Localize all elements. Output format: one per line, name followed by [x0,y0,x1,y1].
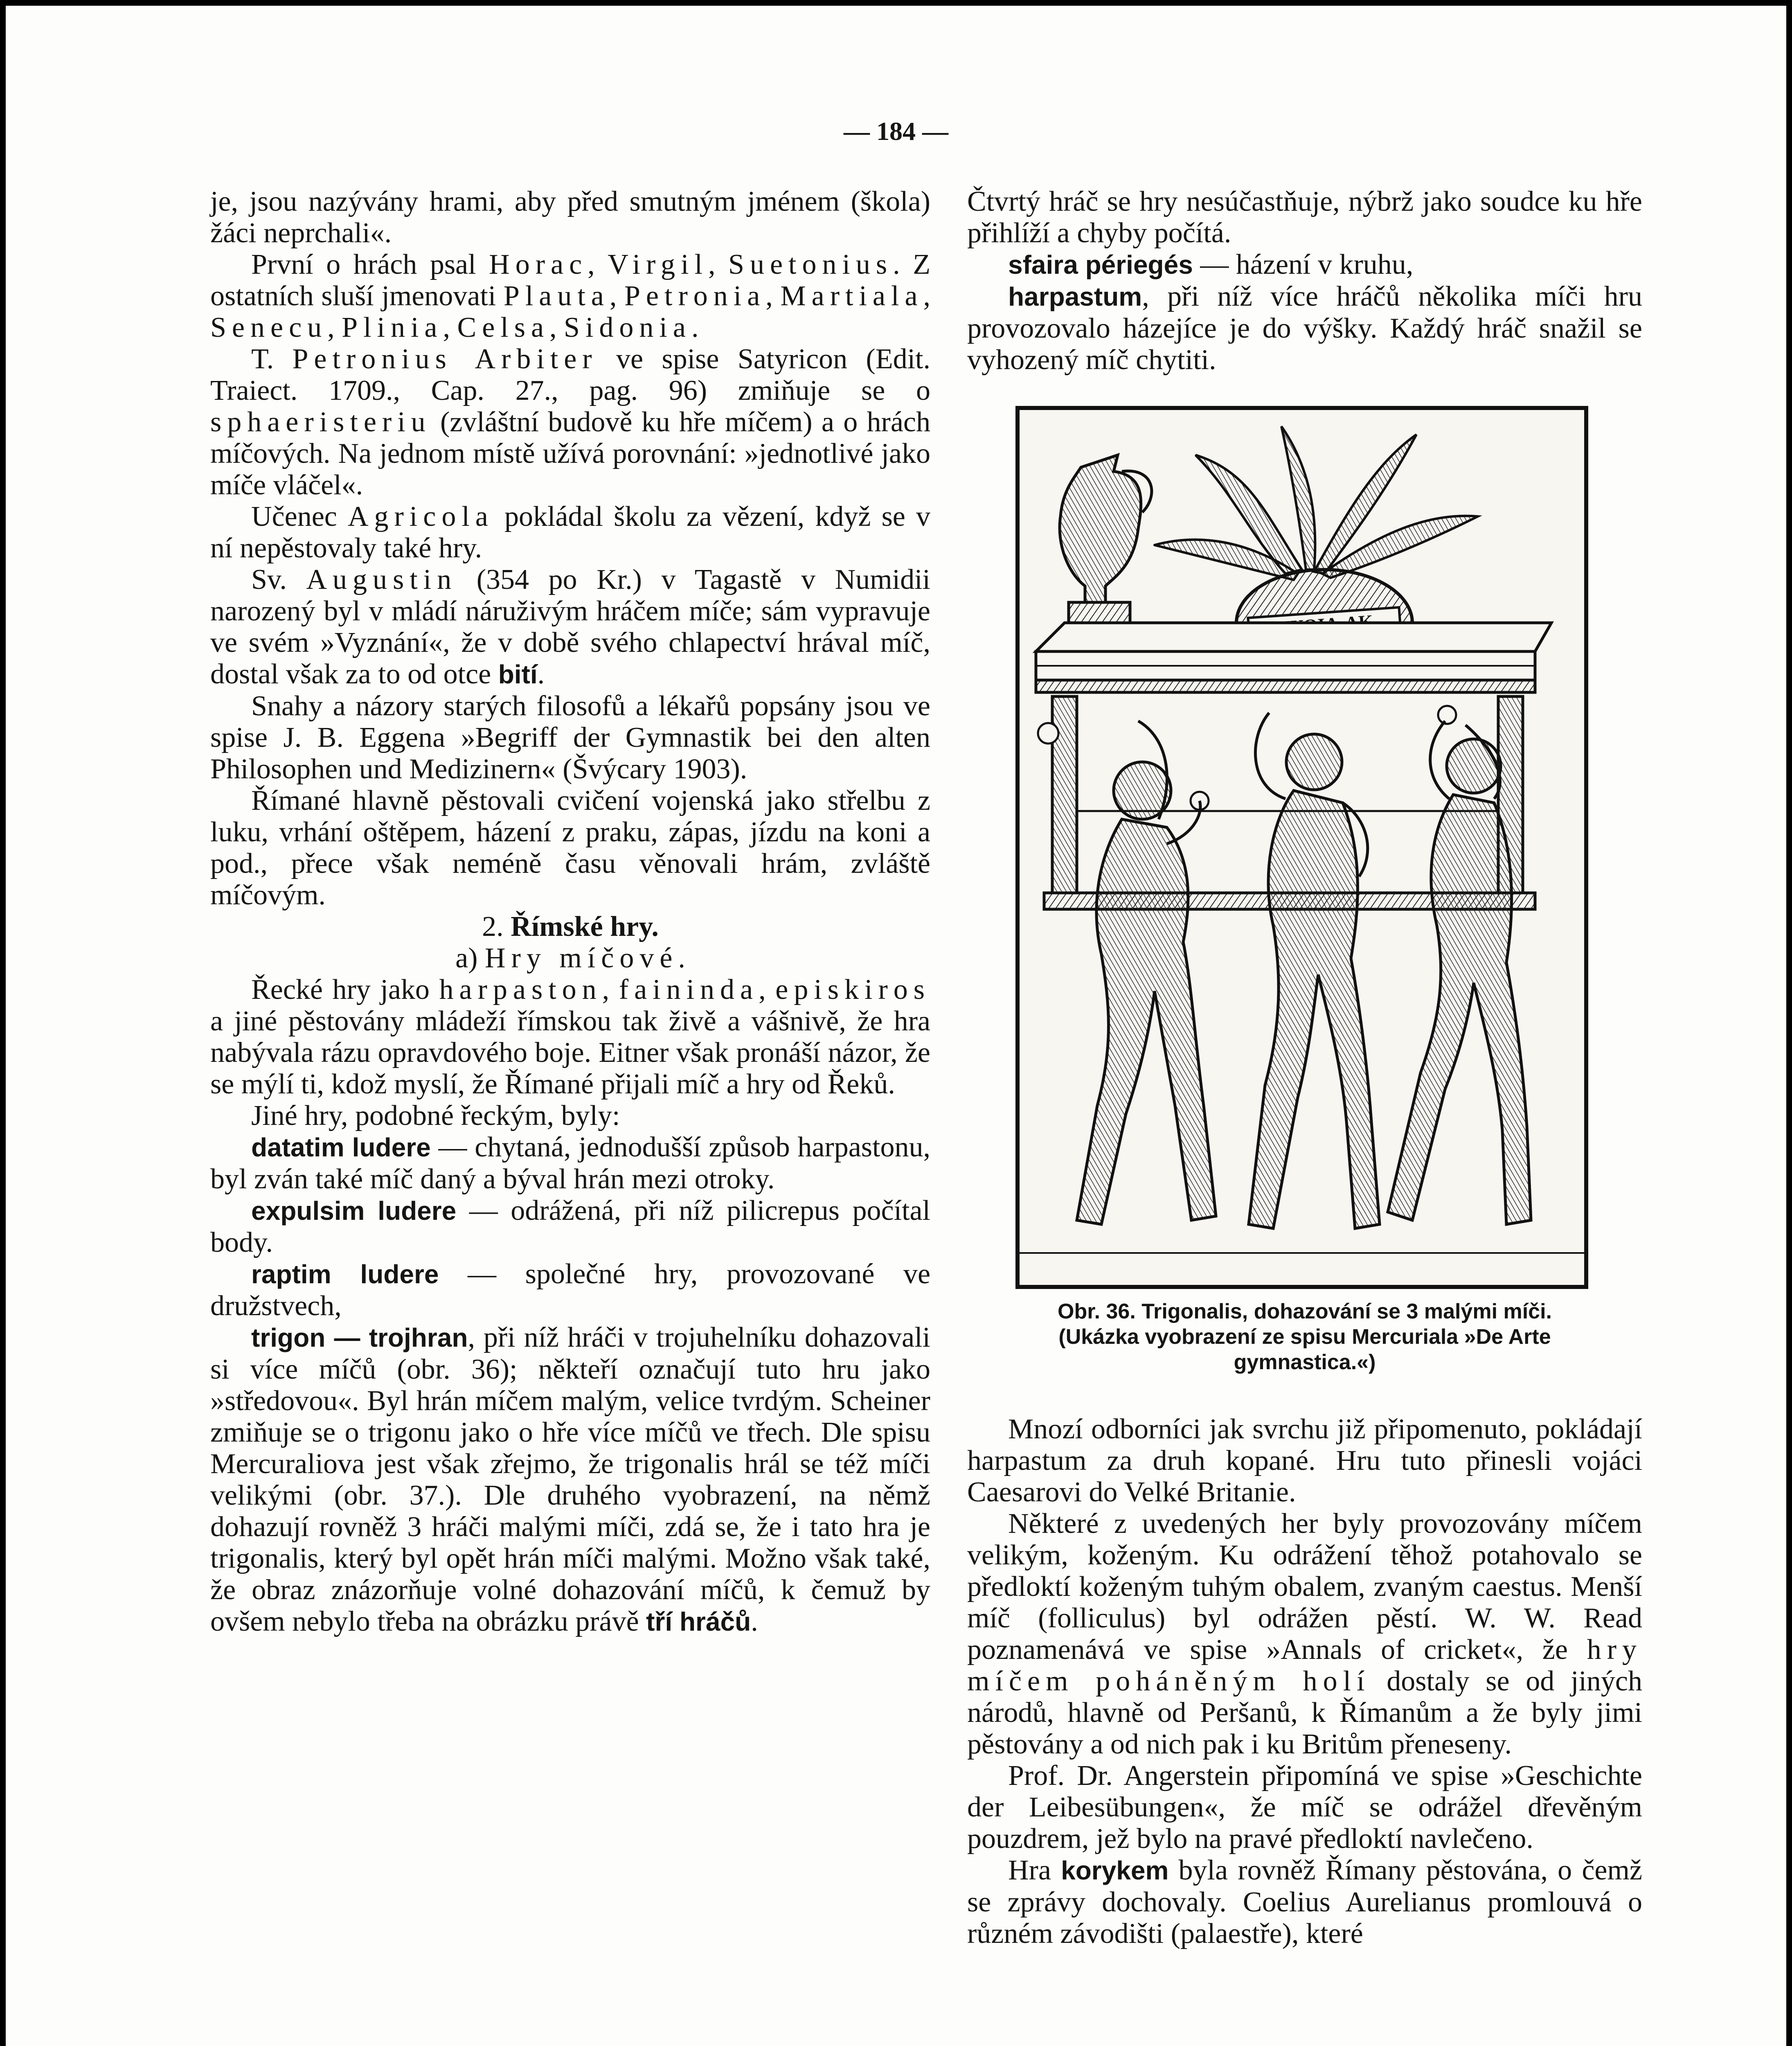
player-middle [1249,713,1380,1228]
paragraph: Učenec Agricola pokládal školu za vězení, když se v ní nepěstovaly také hry. [210,501,930,564]
paragraph: Mnozí odborníci jak svrchu již připomenuto, pokládají harpastum za druh kopané. Hru tuto přinesli vojáci Caesarovi do Velké Britanie. [967,1413,1642,1508]
spaced-name: Petronius Arbiter [292,343,598,375]
paragraph: je, jsou nazývány hrami, aby před smutným jménem (škola) žáci neprchali«. [210,186,930,249]
balls [1038,706,1456,810]
trigonalis-woodcut [1020,410,1584,1285]
spaced-name: Virgil [608,249,708,280]
ewer-vase [1060,455,1152,627]
section-heading: 2. Římské hry. [482,911,659,942]
paragraph: T. Petronius Arbiter ve spise Satyricon (Edit. Traiect. 1709., Cap. 27., pag. 96) zmiňuje se o sphaeristeriu (zvláštní budově ku hře míčem) a o hrách míčových. Na jednom místě užívá porovnání: »jednotlivé jako míče vláčel«. [210,343,930,501]
subsection-heading: a) Hry míčové. [455,942,685,974]
spaced-name: Martiala [780,280,923,312]
spaced-name: Sidonia [564,312,691,343]
definition-item: harpastum, při níž více hráčů několika míči hru provozovalo házejíce je do výšky. Každý hráč snažil se vyhozený míč chytiti. [967,281,1642,376]
palm-fronds [1155,426,1478,580]
spaced-term: harpaston [439,974,602,1005]
spaced-name: Plauta [503,280,610,312]
definition-item: expulsim ludere — odrážená, při níž pilicrepus počítal body. [210,1195,931,1258]
spaced-name: Celsa [457,312,550,343]
paragraph: Hra korykem byla rovněž Římany pěstována, o čemž se zprávy dochovaly. Coelius Aurelianus promlouvá o různém závodišti (palaestře), které [967,1854,1642,1949]
caption-line: Obr. 36. Trigonalis, dohazování se 3 malými míči. [1058,1300,1552,1323]
figure-caption [986,1299,1624,1375]
spaced-term: sphaeristeriu [210,406,431,438]
paragraph: Římané hlavně pěstovali cvičení vojenská jako střelbu z luku, vrhání oštěpem, házení z praku, zápas, jízdu na koni a pod., přece však neméně času věnovali hrám, zvláště míčovým. [210,785,930,911]
definition-item: trigon — trojhran, při níž hráči v trojuhelníku dohazovali si více míčů (obr. 36); někteří označují tuto hru jako »středovou«. Byl hrán míčem malým, velice tvrdým. Scheiner zmiňuje se o trigonu jako o hře více míčů ve třech. Dle spisu Mercuraliova jest však zřejmo, že trigonalis hrál se též míči velikými (obr. 37.). Dle druhého vyobrazení, na němž dohazují rovněž 3 hráči malými míči, zdá se, že i tato hra je trigonalis, který byl opět hrán míči malými. Možno však také, že obraz znázorňuje volné dohazování míčů, k čemuž by ovšem nebylo třeba na obrázku právě tří hráčů. [210,1322,931,1637]
spaced-name: Agricola [347,501,494,532]
spaced-name: Augustin [306,564,457,595]
paragraph: Sv. Augustin (354 po Kr.) v Tagastě v Numidii narozený byl v mládí náruživým hráčem míče; sám vypravuje ve svém »Vyznání«, že v době svého chlapectví hrával míč, dostal však za to od otce bití. [210,564,930,690]
right-column-top [967,186,1642,376]
page-number: — 184 — [844,117,948,146]
spaced-term: episkiros [775,974,931,1005]
paragraph: Jiné hry, podobné řeckým, byly: [251,1100,620,1131]
right-column-bottom [967,1413,1642,1949]
paragraph: Některé z uvedených her byly provozovány míčem velikým, koženým. Ku odrážení těhož potahovalo se předloktí koženým tuhým obalem, zvaným caestus. Menší míč (folliculus) byl odrážen pěstí. W. W. Read poznamenává ve spise »Annals of cricket«, že hry míčem poháněným holí dostaly se od jiných národů, hlavně od Peršanů, k Římanům a že byly jimi pěstovány a od nich pak i ku Britům přeneseny. [967,1508,1642,1760]
definition-item: raptim ludere — společné hry, provozované ve družstvech, [210,1258,931,1322]
paragraph: Čtvrtý hráč se hry nesúčastňuje, nýbrž jako soudce ku hře přihlíží a chyby počítá. [967,186,1642,249]
paragraph: Řecké hry jako harpaston, faininda, episkiros a jiné pěstovány mládeží římskou tak živě a vášnivě, že hra nabývala rázu opravdového boje. Eitner však pronáší názor, že se mýlí ti, kdož myslí, že Římané přijali míč a hry od Řeků. [210,974,931,1100]
left-column [210,186,930,1638]
spaced-term: faininda [619,974,759,1005]
paragraph: Snahy a názory starých filosofů a lékařů popsány jsou ve spise J. B. Eggena »Begriff der Gymnastik bei den alten Philosophen und Medizinern« (Švýcary 1903). [210,690,930,785]
bold-term: bití [498,660,538,689]
spaced-name: Horac [489,249,588,280]
spaced-name: Senecu [210,312,328,343]
woodcut-illustration [1015,406,1588,1289]
caption-line: (Ukázka vyobrazení ze spisu Mercuriala »De Arte gymnastica.«) [1058,1325,1551,1374]
spaced-name: Plinia [342,312,443,343]
definition-item: sfaira périegés — házení v kruhu, [1008,249,1414,280]
paragraph: Prof. Dr. Angerstein připomíná ve spise »Geschichte der Leibesübungen«, že míč se odrážel dřevěným pouzdrem, jež bylo na pravé předloktí navlečeno. [967,1760,1642,1854]
book-page [6,6,1786,2046]
definition-item: datatim ludere — chytaná, jednodušší způsob harpastonu, byl zván také míč daný a býval hrán mezi otroky. [210,1131,930,1195]
spaced-name: Petronia [624,280,766,312]
spaced-name: Suetonius [728,249,893,280]
paragraph: První o hrách psal Horac, Virgil, Suetonius. Z ostatních sluší jmenovati Plauta, Petronia, Martiala, Senecu, Plinia, Celsa, Sidonia. [210,249,931,343]
spaced-term: hry míčem poháněným holí [967,1634,1642,1697]
